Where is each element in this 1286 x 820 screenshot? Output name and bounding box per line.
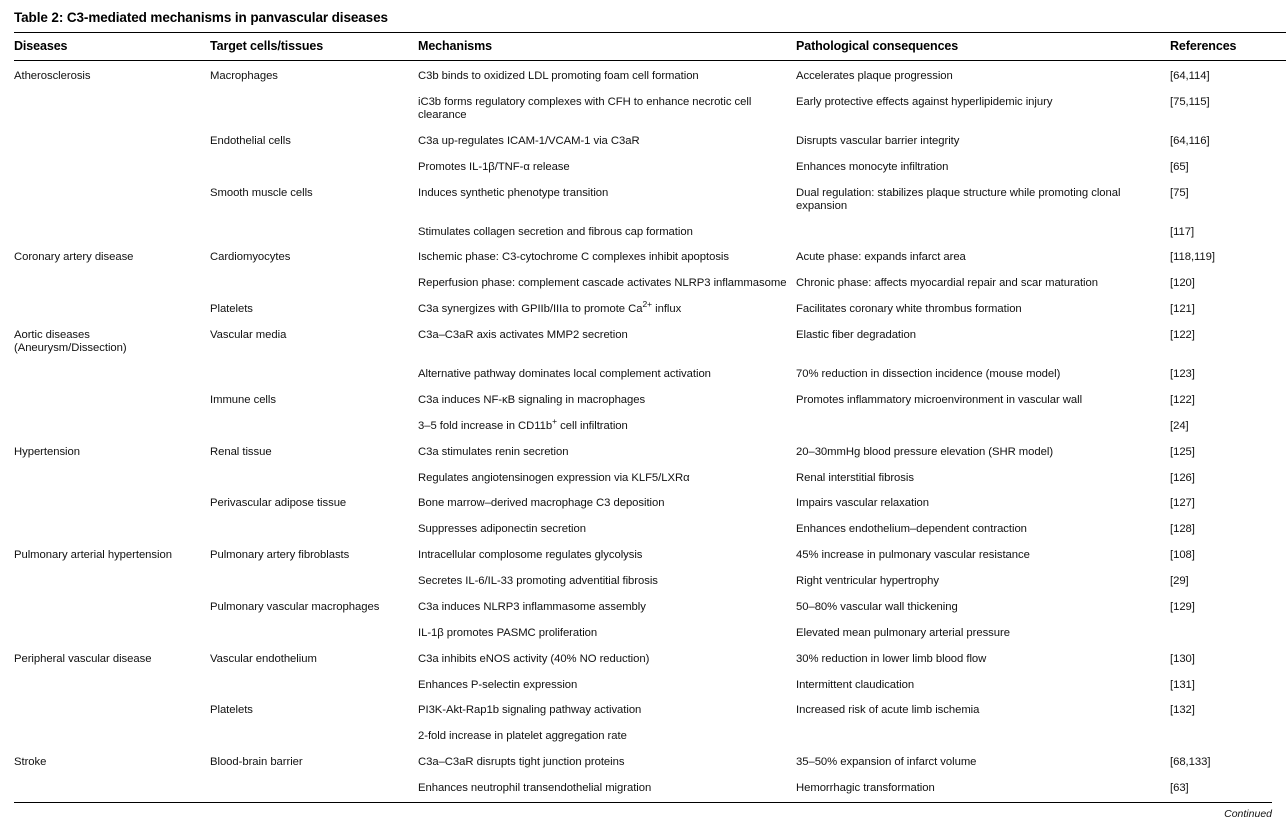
cell-reference[interactable]: [128] <box>1170 523 1195 536</box>
cell-target <box>210 89 418 128</box>
cell-disease <box>14 388 210 414</box>
cell-reference[interactable]: [131] <box>1170 678 1195 691</box>
table-body <box>14 61 1286 802</box>
cell-reference[interactable]: [29] <box>1170 575 1189 588</box>
cell-disease <box>14 413 210 439</box>
cell-reference[interactable]: [64,116] <box>1170 134 1210 147</box>
table-row <box>14 154 1286 180</box>
cell-reference[interactable]: [132] <box>1170 704 1195 717</box>
continued-label: Continued <box>1224 807 1272 820</box>
cell-reference[interactable]: [121] <box>1170 303 1195 316</box>
cell-mechanism: C3a–C3aR disrupts tight junction proteins <box>418 756 625 769</box>
cell-mechanism: C3a induces NLRP3 inflammasome assembly <box>418 600 646 613</box>
cell-target: Perivascular adipose tissue <box>210 497 347 510</box>
cell-consequence <box>796 219 1170 245</box>
table-row <box>14 271 1286 297</box>
cell-reference[interactable]: [75,115] <box>1170 95 1210 108</box>
cell-reference[interactable]: [24] <box>1170 419 1189 432</box>
cell-consequence: Elevated mean pulmonary arterial pressure <box>796 626 1010 639</box>
cell-reference[interactable]: [126] <box>1170 471 1195 484</box>
cell-target <box>210 362 418 388</box>
table-row <box>14 595 1286 621</box>
cell-target: Platelets <box>210 303 253 316</box>
cell-target <box>210 465 418 491</box>
table-row <box>14 646 1286 672</box>
table-row <box>14 413 1286 439</box>
cell-mechanism: Induces synthetic phenotype transition <box>418 186 609 199</box>
cell-target: Pulmonary artery fibroblasts <box>210 549 350 562</box>
cell-target: Macrophages <box>210 70 278 82</box>
cell-disease: Pulmonary arterial hypertension <box>14 549 172 562</box>
cell-target <box>210 672 418 698</box>
cell-consequence: Enhances endothelium–dependent contraction <box>796 523 1027 536</box>
table-row <box>14 569 1286 595</box>
table-row <box>14 219 1286 245</box>
cell-consequence: Right ventricular hypertrophy <box>796 575 939 588</box>
cell-reference[interactable]: [125] <box>1170 445 1195 458</box>
cell-mechanism: IL-1β promotes PASMC proliferation <box>418 626 598 639</box>
table-header-row <box>14 33 1286 61</box>
cell-target: Renal tissue <box>210 445 272 458</box>
cell-mechanism: C3a inhibits eNOS activity (40% NO reduction) <box>418 652 650 665</box>
cell-reference[interactable] <box>1170 724 1286 750</box>
cell-target <box>210 154 418 180</box>
cell-mechanism: Secretes IL-6/IL-33 promoting adventitial fibrosis <box>418 575 658 588</box>
cell-consequence <box>796 413 1170 439</box>
cell-consequence: Hemorrhagic transformation <box>796 782 935 795</box>
cell-mechanism: Reperfusion phase: complement cascade activates NLRP3 inflammasome <box>418 277 787 290</box>
column-header-diseases: Diseases <box>14 33 210 61</box>
cell-mechanism: C3a synergizes with GPIIb/IIIa to promote $Ca^{2+}$ influx <box>418 299 682 316</box>
cell-consequence: Early protective effects against hyperlipidemic injury <box>796 95 1053 108</box>
cell-target: Immune cells <box>210 393 276 406</box>
cell-mechanism: Stimulates collagen secretion and fibrous cap formation <box>418 225 693 238</box>
cell-reference[interactable]: [118,119] <box>1170 251 1215 264</box>
cell-disease: Coronary artery disease <box>14 251 134 264</box>
table-row <box>14 89 1286 128</box>
cell-consequence: Dual regulation: stabilizes plaque structure while promoting clonal expansion <box>796 186 1121 212</box>
cell-disease <box>14 620 210 646</box>
cell-target <box>210 724 418 750</box>
cell-mechanism: iC3b forms regulatory complexes with CFH to enhance necrotic cell clearance <box>418 95 752 121</box>
cell-target: Vascular media <box>210 329 287 342</box>
cell-consequence: 20–30mmHg blood pressure elevation (SHR model) <box>796 445 1054 458</box>
cell-reference[interactable]: [63] <box>1170 782 1189 795</box>
column-header-mechanisms: Mechanisms <box>418 33 796 61</box>
cell-disease: Atherosclerosis <box>14 70 91 82</box>
cell-target: Vascular endothelium <box>210 652 317 665</box>
cell-target: Pulmonary vascular macrophages <box>210 600 380 613</box>
cell-disease <box>14 154 210 180</box>
table-row <box>14 750 1286 776</box>
cell-target <box>210 620 418 646</box>
cell-consequence: Facilitates coronary white thrombus formation <box>796 303 1022 316</box>
cell-mechanism: Alternative pathway dominates local complement activation <box>418 368 711 381</box>
table-row <box>14 698 1286 724</box>
cell-reference[interactable]: [117] <box>1170 225 1195 238</box>
data-table <box>14 32 1286 802</box>
cell-disease <box>14 569 210 595</box>
cell-target: Blood-brain barrier <box>210 756 303 769</box>
cell-consequence: Accelerates plaque progression <box>796 70 953 82</box>
cell-target: Smooth muscle cells <box>210 186 313 199</box>
cell-consequence: Renal interstitial fibrosis <box>796 471 914 484</box>
column-header-consequences: Pathological consequences <box>796 33 1170 61</box>
cell-mechanism: C3b binds to oxidized LDL promoting foam cell formation <box>418 70 699 82</box>
cell-consequence: Elastic fiber degradation <box>796 329 916 342</box>
cell-mechanism: 3–5 fold increase in CD11b+ cell infiltration <box>418 416 628 432</box>
cell-disease <box>14 219 210 245</box>
cell-disease <box>14 672 210 698</box>
table-row <box>14 620 1286 646</box>
cell-consequence: 70% reduction in dissection incidence (mouse model) <box>796 368 1061 381</box>
cell-reference[interactable]: [64,114] <box>1170 70 1210 82</box>
cell-disease <box>14 128 210 154</box>
cell-mechanism: C3a induces NF-κB signaling in macrophages <box>418 393 646 406</box>
cell-reference[interactable]: [129] <box>1170 600 1195 613</box>
table-bottom-rule <box>14 802 1272 803</box>
cell-reference[interactable]: [123] <box>1170 368 1195 381</box>
cell-reference[interactable]: [127] <box>1170 497 1195 510</box>
cell-consequence: Promotes inflammatory microenvironment in vascular wall <box>796 393 1083 406</box>
cell-mechanism: C3a up-regulates ICAM-1/VCAM-1 via C3aR <box>418 134 640 147</box>
cell-mechanism: C3a–C3aR axis activates MMP2 secretion <box>418 329 628 342</box>
cell-disease <box>14 180 210 219</box>
cell-target: Endothelial cells <box>210 134 291 147</box>
cell-reference[interactable]: [122] <box>1170 393 1195 406</box>
cell-target <box>210 219 418 245</box>
cell-reference[interactable]: [68,133] <box>1170 756 1211 769</box>
cell-consequence <box>796 724 1170 750</box>
cell-target: Cardiomyocytes <box>210 251 291 264</box>
cell-mechanism: Regulates angiotensinogen expression via KLF5/LXRα <box>418 471 690 484</box>
cell-mechanism: Enhances neutrophil transendothelial migration <box>418 782 652 795</box>
cell-reference[interactable]: [130] <box>1170 652 1195 665</box>
cell-consequence: 30% reduction in lower limb blood flow <box>796 652 987 665</box>
table-row <box>14 362 1286 388</box>
table-row <box>14 543 1286 569</box>
table-row <box>14 128 1286 154</box>
cell-consequence: 50–80% vascular wall thickening <box>796 600 958 613</box>
table-title: Table 2: C3-mediated mechanisms in panvascular diseases <box>14 10 388 25</box>
cell-target <box>210 271 418 297</box>
cell-disease <box>14 698 210 724</box>
cell-mechanism: Promotes IL-1β/TNF-α release <box>418 160 570 173</box>
cell-target <box>210 517 418 543</box>
table-row <box>14 180 1286 219</box>
column-header-references: References <box>1170 33 1286 61</box>
table-row <box>14 439 1286 465</box>
cell-consequence: 35–50% expansion of infarct volume <box>796 756 977 769</box>
cell-disease <box>14 362 210 388</box>
table-header <box>14 33 1286 61</box>
cell-reference[interactable]: [120] <box>1170 277 1195 290</box>
cell-disease <box>14 724 210 750</box>
cell-consequence: Acute phase: expands infarct area <box>796 251 966 264</box>
table-row <box>14 323 1286 362</box>
cell-reference[interactable]: [65] <box>1170 160 1189 173</box>
table-row <box>14 388 1286 414</box>
cell-mechanism: Bone marrow–derived macrophage C3 deposition <box>418 497 665 510</box>
cell-mechanism: Ischemic phase: C3-cytochrome C complexes inhibit apoptosis <box>418 251 729 264</box>
cell-disease <box>14 595 210 621</box>
column-header-target-cells: Target cells/tissues <box>210 33 418 61</box>
cell-target <box>210 413 418 439</box>
table-row <box>14 672 1286 698</box>
cell-consequence: 45% increase in pulmonary vascular resistance <box>796 549 1030 562</box>
table-row <box>14 724 1286 750</box>
cell-reference[interactable]: [75] <box>1170 186 1189 199</box>
cell-consequence: Chronic phase: affects myocardial repair and scar maturation <box>796 277 1098 290</box>
cell-disease <box>14 491 210 517</box>
cell-mechanism: Suppresses adiponectin secretion <box>418 523 586 536</box>
cell-mechanism: Intracellular complosome regulates glycolysis <box>418 549 643 562</box>
cell-disease: Stroke <box>14 756 47 769</box>
cell-disease <box>14 297 210 323</box>
table-row <box>14 517 1286 543</box>
cell-reference[interactable]: [122] <box>1170 329 1195 342</box>
table-row <box>14 491 1286 517</box>
table-row <box>14 245 1286 271</box>
cell-disease: Hypertension <box>14 445 80 458</box>
cell-disease: Peripheral vascular disease <box>14 652 152 665</box>
cell-target: Platelets <box>210 704 253 717</box>
cell-mechanism: Enhances P-selectin expression <box>418 678 578 691</box>
cell-disease: Aortic diseases (Aneurysm/Dissection) <box>14 329 127 355</box>
cell-consequence: Increased risk of acute limb ischemia <box>796 704 980 717</box>
cell-mechanism: 2-fold increase in platelet aggregation rate <box>418 730 627 743</box>
cell-disease <box>14 517 210 543</box>
cell-consequence: Disrupts vascular barrier integrity <box>796 134 960 147</box>
table-row <box>14 61 1286 90</box>
cell-consequence: Intermittent claudication <box>796 678 915 691</box>
cell-disease <box>14 465 210 491</box>
cell-target <box>210 569 418 595</box>
cell-mechanism: PI3K-Akt-Rap1b signaling pathway activation <box>418 704 642 717</box>
cell-reference[interactable]: [108] <box>1170 549 1195 562</box>
cell-mechanism: C3a stimulates renin secretion <box>418 445 569 458</box>
cell-reference[interactable] <box>1170 620 1286 646</box>
cell-consequence: Enhances monocyte infiltration <box>796 160 949 173</box>
cell-disease <box>14 271 210 297</box>
table-row <box>14 465 1286 491</box>
cell-disease <box>14 89 210 128</box>
table-row <box>14 297 1286 323</box>
cell-consequence: Impairs vascular relaxation <box>796 497 930 510</box>
